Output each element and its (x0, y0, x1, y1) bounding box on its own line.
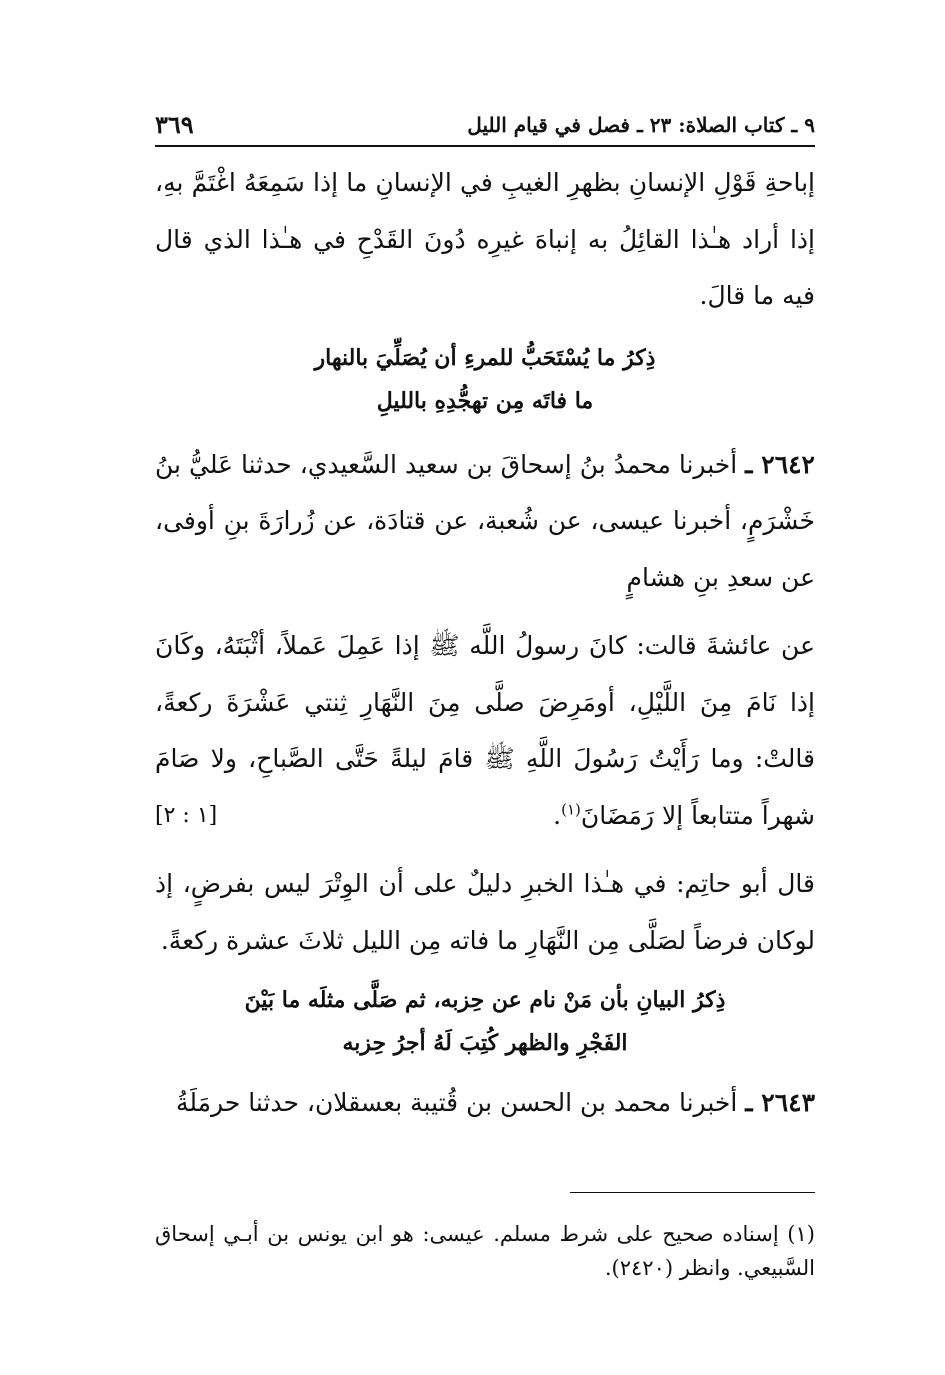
section-heading-2-line-1: ذِكرُ البيانِ بأن مَنْ نام عن حِزبه، ثم صَلَّى مثلَه ما بَيْنَ (244, 987, 726, 1013)
hadith-number: ٢٦٤٢ ـ (745, 449, 815, 479)
section-heading-1-line-2: ما فاتَه مِن تهجُّدِهِ بالليلِ (376, 387, 594, 414)
isnad-text: أخبرنا محمد بن الحسن بن قُتيبة بعسقلان، حدثنا حرمَلَةُ (175, 1088, 738, 1117)
book-page (155, 95, 815, 1285)
page-number: ٣٦٩ (155, 110, 194, 139)
isnad-text: أخبرنا محمدُ بنُ إسحاقَ بن سعيد السَّعيدي، حدثنا عَليُّ بنُ خَشْرَمٍ، أخبرنا عيسى، عن شُعبة، عن قتادَة، عن زُرارَةَ بنِ أوفى، عن سعدِ بنِ هشامٍ (155, 449, 815, 592)
commentary-paragraph: قال أبو حاتِم: في هـٰذا الخبرِ دليلٌ على أن الوِتْرَ ليس بفرضٍ، إذ لوكان فرضاً لصَلَّى مِن النَّهَارِ ما فاته مِن الليل ثلاثَ عشرة ركعةً. (155, 869, 815, 955)
hadith-2643-isnad (155, 1075, 815, 1132)
matn-text: عن عائشةَ قالت: كانَ رسولُ اللَّه ﷺ إذا عَمِلَ عَملاً، أثْبَتَهُ، وكَانَ إذا نَامَ مِنَ اللَّيْلِ، أومَرِضَ صلَّى مِنَ النَّهَارِ ثِنتي عَشْرَةَ ركعةً، قالتْ: وما رَأَيْتُ رَسُولَ اللَّهِ ﷺ قامَ ليلةً حَتَّى الصَّباحِ، ولا صَامَ شهراً متتابعاً إلا رَمَضَانَ (155, 631, 815, 830)
footnotes (155, 1217, 815, 1285)
section-heading-1 (155, 337, 815, 423)
section-heading-1-line-1: ذِكرُ ما يُسْتَحَبُّ للمرءِ أن يُصَلِّيَ بالنهار (314, 344, 656, 371)
intro-paragraph: إباحةِ قَوْلِ الإنسانِ بظهرِ الغيبِ في الإنسانِ ما إذا سَمِعَهُ اغْتَمَّ بهِ، إذا أراد هـٰذا القائِلُ به إنباهَ غيرِه دُونَ القَدْحِ في هـٰذا الذي قال فيه ما قالَ. (155, 168, 815, 310)
footnote-divider (570, 1192, 815, 1193)
chapter-title: ٩ ـ كتاب الصلاة: ٢٣ ـ فصل في قيام الليل (467, 113, 815, 137)
header-divider (155, 145, 815, 147)
hadith-2642-isnad (155, 437, 815, 607)
section-heading-2-line-2: الفَجْرِ والظهر كُتِبَ لَهُ أجرُ حِزبه (342, 1030, 628, 1056)
footnote-marker: (١) (561, 800, 581, 819)
running-header (155, 95, 815, 145)
matn-end: . (553, 800, 562, 830)
hadith-number: ٢٦٤٣ ـ (745, 1088, 815, 1117)
section-heading-2 (155, 979, 815, 1065)
hadith-grading: [١ : ٢] (155, 802, 218, 828)
footnote-1: (١) إسناده صحيح على شرط مسلم. عيسى: هو ابن يونس بن أبـي إسحاق السَّبيعي. وانظر (٢٤٢٠). (155, 1221, 815, 1280)
hadith-2642-matn (155, 618, 815, 844)
